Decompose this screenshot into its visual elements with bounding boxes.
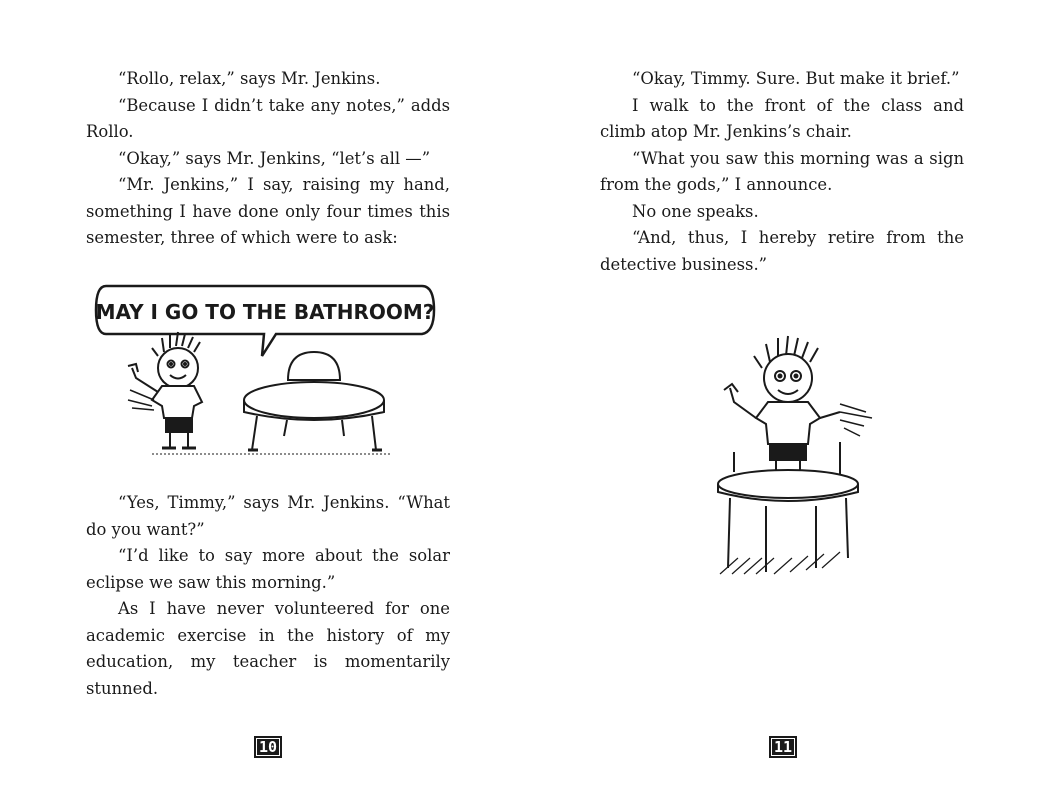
- chair: [718, 442, 858, 572]
- paragraph: As I have never volunteered for one academic exercise in the history of my education, my teacher is momentarily stunned.: [86, 599, 450, 698]
- paragraph: “What you saw this morning was a sign from the gods,” I announce.: [600, 148, 964, 194]
- speech-bubble-text: MAY I GO TO THE BATHROOM?: [95, 300, 435, 324]
- timmy-figure: [128, 332, 202, 448]
- paragraph: “Rollo, relax,” says Mr. Jenkins.: [118, 69, 381, 88]
- paragraph: “And, thus, I hereby retire from the detective business.”: [600, 228, 964, 274]
- timmy-figure: [724, 336, 872, 480]
- right-page: [525, 0, 1050, 799]
- timmy-on-chair-illustration: [690, 332, 890, 582]
- paragraph: “Mr. Jenkins,” I say, raising my hand, something I have done only four times this semester, three of which were to ask:: [86, 175, 450, 247]
- paragraph: No one speaks.: [632, 201, 759, 221]
- paragraph: “Because I didn’t take any notes,” adds Rollo.: [86, 95, 450, 141]
- left-text-bottom: [86, 490, 450, 702]
- page-number-right: [767, 736, 799, 758]
- paragraph: “Yes, Timmy,” says Mr. Jenkins. “What do you want?”: [86, 493, 450, 539]
- paragraph: I walk to the front of the class and climb atop Mr. Jenkins’s chair.: [600, 95, 964, 141]
- timmy-standing-on-chair-drawing: [690, 332, 890, 582]
- paragraph: “I’d like to say more about the solar eclipse we saw this morning.”: [86, 546, 450, 592]
- paragraph: “Okay, Timmy. Sure. But make it brief.”: [632, 69, 960, 88]
- page-number-left: [252, 736, 284, 758]
- page-number-label: 10: [254, 736, 282, 758]
- left-text-top: [86, 66, 450, 252]
- timmy-at-desk-drawing: [92, 282, 437, 460]
- paragraph: “Okay,” says Mr. Jenkins, “let’s all —”: [118, 148, 431, 168]
- timmy-bathroom-illustration: [92, 282, 437, 460]
- chair-shadow: [720, 552, 840, 574]
- page-number-label: 11: [769, 736, 797, 758]
- right-text-top: [600, 66, 964, 278]
- desk: [244, 352, 384, 450]
